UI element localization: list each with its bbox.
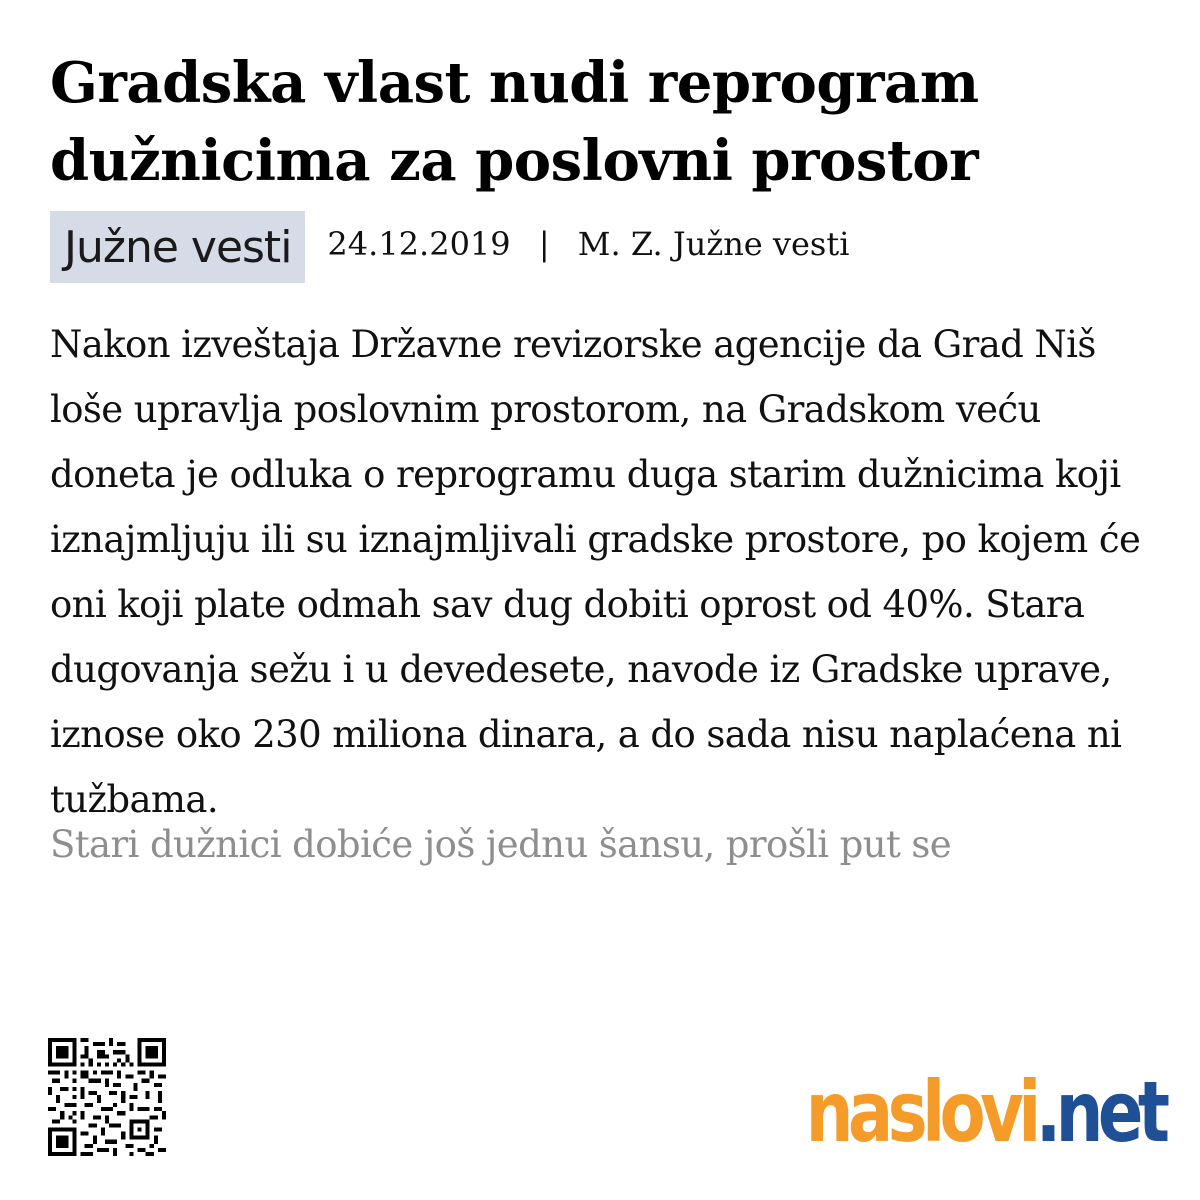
article-title: Gradska vlast nudi reprogram dužnicima za poslovni prostor	[50, 50, 979, 194]
article-body: Nakon izveštaja Državne revizorske agencije da Grad Niš loše upravlja poslovnim prostorom, na Gradskom veću doneta je odluka o reprogramu duga starim dužnicima koji iznajmljuju ili su iznajmljivali gradske prostore, po kojem će oni koji plate odmah sav dug dobiti oprost od 40%. Stara dugovanja sežu i u devedesete, navode iz Gradske uprave, iznose oko 230 miliona dinara, a do sada nisu naplaćena ni tužbama.	[50, 323, 1141, 821]
logo-tld-text: .net	[1035, 1063, 1164, 1161]
author-byline: M. Z. Južne vesti	[577, 225, 850, 263]
article-meta	[50, 211, 849, 283]
logo-main-text: naslovi	[805, 1063, 1036, 1161]
qr-code-icon[interactable]	[48, 1038, 166, 1156]
naslovi-net-logo[interactable]	[805, 1060, 1164, 1164]
meta-info	[327, 225, 849, 263]
source-badge[interactable]: Južne vesti	[50, 211, 305, 283]
article-teaser: Stari dužnici dobiće još jednu šansu, prošli put se	[50, 823, 952, 866]
meta-separator: |	[538, 225, 550, 263]
publish-date: 24.12.2019	[327, 225, 511, 263]
